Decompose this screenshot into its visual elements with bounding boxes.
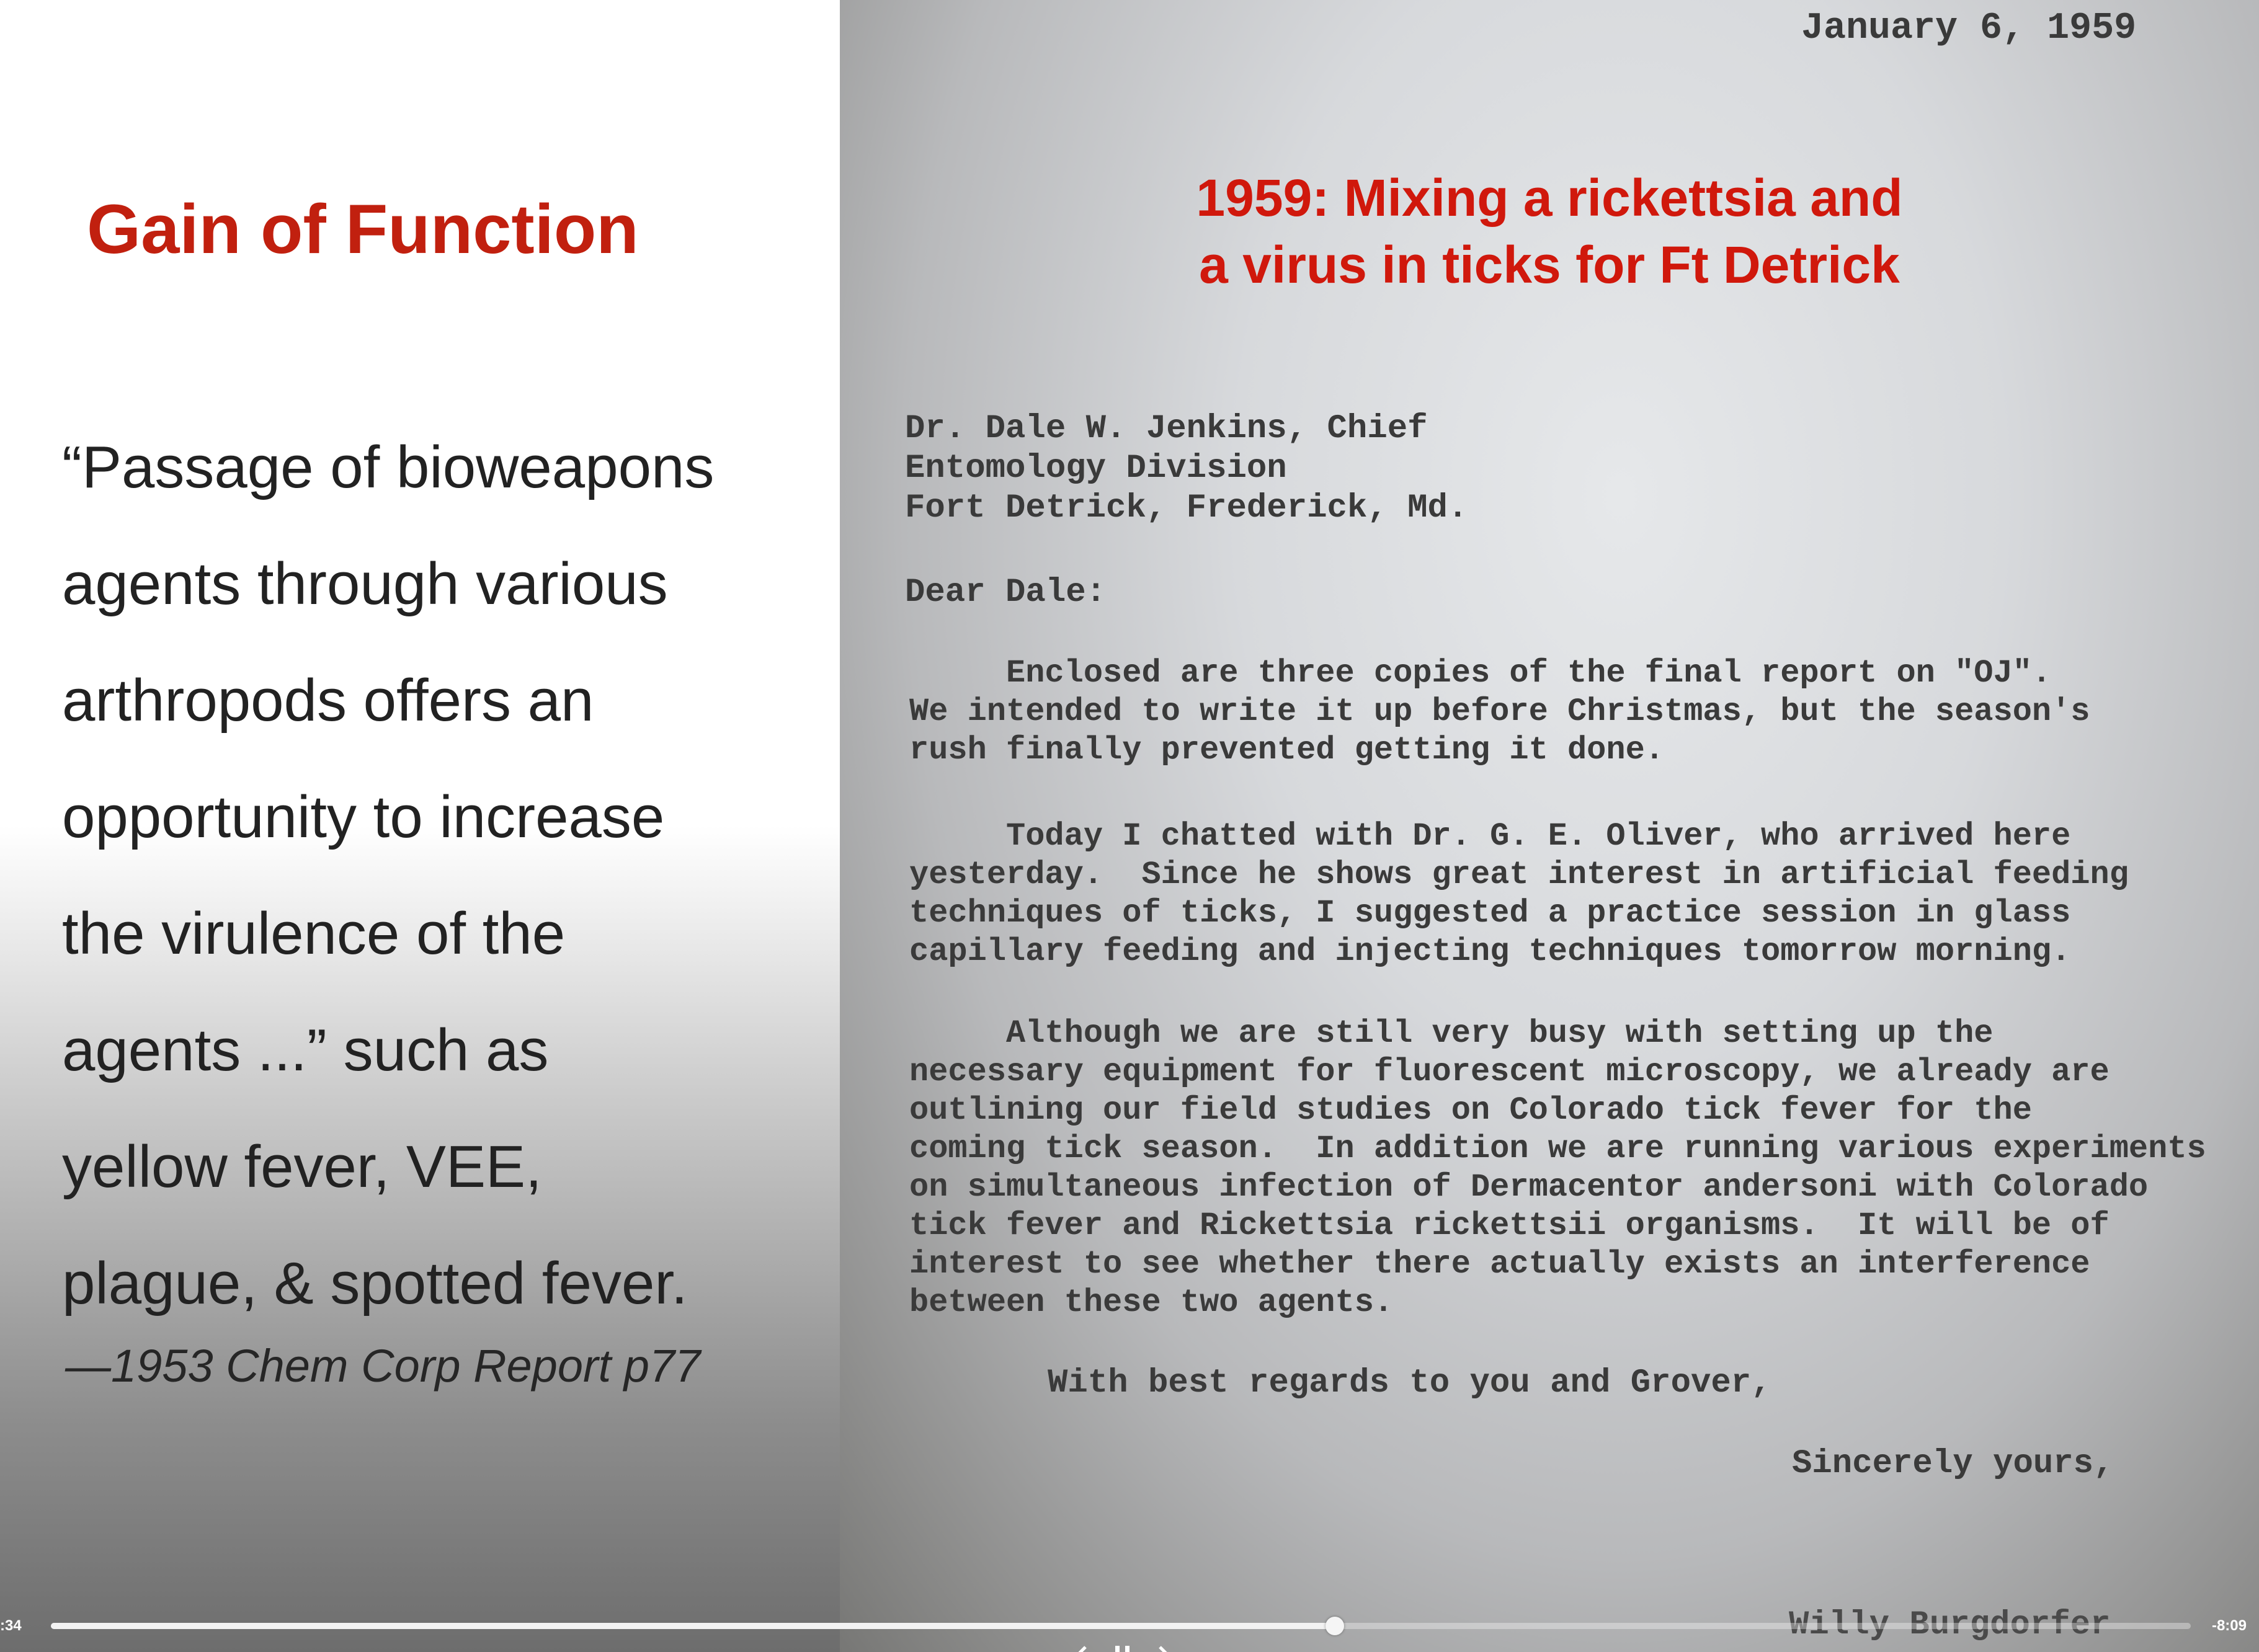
- letter-line: techniques of ticks, I suggested a practice session in glass: [909, 895, 2071, 931]
- letter-paragraph: [909, 817, 2129, 971]
- letter-line: outlining our field studies on Colorado tick fever for the: [909, 1092, 2032, 1129]
- letter-paragraph: [909, 1015, 2206, 1322]
- caption-line: a virus in ticks for Ft Detrick: [1199, 236, 1900, 294]
- quote-block: [62, 409, 825, 1342]
- letter-line: Although we are still very busy with setting up the: [909, 1015, 1994, 1052]
- letter-photo: [840, 0, 2259, 1652]
- letter-line: between these two agents.: [909, 1284, 1394, 1321]
- scrubber-knob[interactable]: [1326, 1617, 1344, 1635]
- slide-title: Gain of Function: [87, 190, 639, 268]
- quote-line: the virulence of the: [62, 900, 566, 967]
- caption-line: 1959: Mixing a rickettsia and: [1196, 169, 1903, 227]
- letter-address: [905, 409, 1468, 528]
- letter-date: January 6, 1959: [1801, 7, 2137, 50]
- letter-line: yesterday. Since he shows great interest in artificial feeding: [909, 856, 2129, 893]
- letter-line: capillary feeding and injecting techniques tomorrow morning.: [909, 933, 2071, 970]
- quote-line: yellow fever, VEE,: [62, 1134, 542, 1200]
- time-elapsed: :34: [0, 1617, 22, 1634]
- quote-line: opportunity to increase: [62, 784, 665, 850]
- letter-salutation: Dear Dale:: [905, 574, 1107, 611]
- letter-line: interest to see whether there actually exists an interference: [909, 1246, 2090, 1282]
- letter-signature: Willy Burgdorfer: [1789, 1606, 2111, 1644]
- letter-line: rush finally prevented getting it done.: [909, 732, 1664, 768]
- letter-closing: With best regards to you and Grover,: [1048, 1364, 1771, 1402]
- letter-line: coming tick season. In addition we are running various experiments: [909, 1130, 2206, 1167]
- quote-line: agents through various: [62, 551, 668, 617]
- overlay-caption: [840, 164, 2259, 298]
- letter-paragraph: [909, 654, 2090, 770]
- letter-line: tick fever and Rickettsia rickettsii organisms. It will be of: [909, 1207, 2110, 1244]
- letter-line: on simultaneous infection of Dermacentor andersoni with Colorado: [909, 1169, 2149, 1206]
- time-remaining: -8:09: [2211, 1617, 2247, 1634]
- letter-line: necessary equipment for fluorescent microscopy, we already are: [909, 1054, 2110, 1090]
- playback-controls-icon[interactable]: [1067, 1641, 1179, 1652]
- quote-line: plague, & spotted fever.: [62, 1250, 688, 1317]
- letter-line: We intended to write it up before Christmas, but the season's: [909, 693, 2090, 730]
- slide-text-panel: [0, 0, 840, 1652]
- quote-line: agents ...” such as: [62, 1017, 549, 1083]
- progress-scrubber[interactable]: [51, 1623, 2191, 1629]
- letter-line: Today I chatted with Dr. G. E. Oliver, who arrived here: [909, 818, 2071, 855]
- address-line: Entomology Division: [905, 450, 1287, 487]
- quote-source: —1953 Chem Corp Report p77: [65, 1340, 701, 1392]
- letter-signoff: Sincerely yours,: [1792, 1445, 2114, 1483]
- progress-fill: [51, 1623, 1335, 1629]
- quote-line: “Passage of bioweapons: [62, 434, 715, 500]
- address-line: Dr. Dale W. Jenkins, Chief: [905, 410, 1428, 448]
- quote-line: arthropods offers an: [62, 667, 594, 734]
- letter-line: Enclosed are three copies of the final report on "OJ".: [909, 655, 2052, 691]
- address-line: Fort Detrick, Frederick, Md.: [905, 489, 1468, 527]
